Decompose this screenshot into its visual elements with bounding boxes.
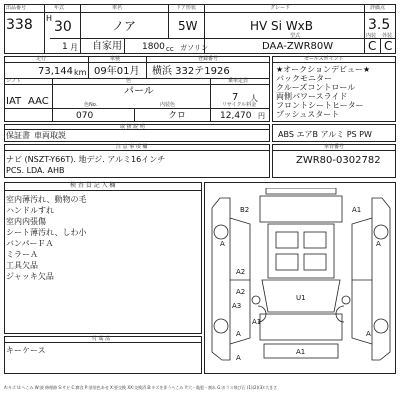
plate-label: 登録番号 (198, 56, 219, 62)
warranty: 保証書 (6, 131, 30, 140)
specs-divider (4, 62, 270, 63)
inspector-line: バンパーＦＡ (6, 239, 54, 248)
accessories-label: 付 属 品 (92, 336, 111, 342)
type-label: 型式 (290, 33, 301, 39)
capacity: 7 (232, 92, 239, 103)
right-rear-wheel (374, 225, 388, 239)
right-doors (352, 218, 372, 344)
accessories-divider (4, 342, 202, 343)
color: パール (124, 86, 154, 97)
year: 30 (54, 19, 72, 35)
grade: HV Si WxB (250, 19, 314, 33)
sales-point: プッシュスタート (276, 110, 340, 119)
manual: 車両取説 (34, 131, 66, 140)
plate: 横浜 332テ1926 (152, 66, 230, 77)
mark-U1: U1 (296, 294, 306, 302)
color-no: 070 (76, 111, 94, 121)
mark-A2-upper: A2 (236, 268, 246, 276)
rear-bumper (266, 188, 336, 194)
inspector-line: ジャッキ欠品 (6, 272, 54, 281)
inspector-line: 室内内張傷 (6, 217, 46, 226)
displacement-unit: cc (166, 45, 174, 53)
era: H (46, 14, 53, 23)
legend-footer: A:キズ U:へこみ W:波 修理跡 S:サビ C:腐食 P:塗装色あせ X:要交換 XX:交換済 B:キズを伴うへこみ Y:穴・亀裂・割れ G:ガラス飛び石 (1)(2)(3):大きさ (4, 385, 278, 390)
interior-color: クロ (168, 111, 187, 121)
right-side-outline (372, 198, 390, 360)
inspection: 09年01月 (94, 66, 140, 77)
sales-point: ★オークションデビュー★ (276, 65, 371, 74)
shift-label: シフト (6, 78, 22, 84)
left-mirror (252, 296, 260, 304)
specs-col (146, 56, 147, 78)
specs-col (134, 108, 135, 122)
inspector-divider (4, 190, 202, 191)
car-damage-diagram (206, 188, 396, 370)
notes-label: 注 意 事 項 欄 (116, 144, 148, 150)
mark-A2-lower: A2 (236, 288, 246, 296)
type-code: DAA-ZWR80W (262, 41, 334, 52)
left-rear-wheel (214, 225, 228, 239)
recycle-unit: 円 (258, 112, 265, 120)
capacity-unit: 人 (250, 94, 258, 103)
seat (276, 232, 298, 248)
header-col (44, 4, 45, 54)
lot-label: 出品番号 (6, 5, 27, 11)
mileage: 73,144 (38, 66, 73, 77)
seat (304, 232, 326, 248)
left-doors (230, 218, 250, 344)
chassis-label: 車台番号 (324, 144, 345, 150)
inspector-line: シート薄汚れ、しわ小 (6, 228, 87, 237)
sales-divider (272, 62, 396, 63)
inspector-line: ハンドルすれ (6, 206, 54, 215)
accessory-item: キーケース (6, 346, 46, 355)
sales-point: 両側パワースライド (276, 92, 348, 101)
year-label: 年式 (54, 5, 65, 11)
notes-line: PCS. LDA. AHB (6, 166, 65, 175)
displacement: 1800 (142, 42, 165, 52)
recycle-label: リサイクル料金 (222, 102, 257, 108)
inspector-line: 室内薄汚れ、動物の毛 (6, 195, 87, 204)
mileage-unit: km (74, 68, 87, 77)
mark-A1-front: A1 (252, 318, 262, 326)
month-unit: 月 (70, 43, 78, 52)
chassis-number: ZWR80-0302782 (296, 155, 381, 166)
mark-A-front-right: A (366, 330, 371, 338)
recycle-fee: 12,470 (220, 111, 252, 121)
mark-B2: B2 (240, 206, 250, 214)
ac: AAC (28, 96, 49, 107)
mark-A-left: A (220, 240, 225, 248)
rear-top (260, 196, 342, 222)
left-side-outline (212, 198, 230, 360)
mark-A1-top: A1 (352, 206, 362, 214)
sales-points-label: セールスポイント (304, 56, 344, 62)
interior-grade: C (368, 39, 377, 53)
mileage-label: 走行 (36, 56, 47, 62)
sales-point: クルーズコントロール (276, 83, 356, 92)
specs-col (52, 78, 53, 122)
color-no-label: 色No. (84, 102, 98, 108)
model-label: 車名 (112, 5, 123, 11)
inspector-line: 工具欠品 (6, 261, 38, 270)
interior-label: 内装 (366, 33, 377, 39)
score: 3.5 (368, 17, 391, 33)
exterior-label: 外装 (382, 33, 393, 39)
header-divider (4, 12, 396, 13)
mark-A-right: A (376, 240, 381, 248)
capacity-label: 乗車定員 (228, 78, 249, 84)
equipment: ABS エアB アルミ PS PW (278, 130, 372, 139)
usage: 自家用 (92, 41, 122, 52)
month: 1 (62, 42, 68, 52)
grade-label: グレード (270, 5, 291, 11)
header-col (168, 4, 169, 38)
header-col (380, 38, 381, 54)
mark-A-front-left: A (236, 330, 241, 338)
seat (276, 254, 298, 270)
hood (260, 314, 342, 340)
door: 5W (178, 19, 198, 33)
score-label: 評価点 (370, 5, 386, 11)
header-col (80, 4, 81, 54)
mark-A-bottom-left: A (236, 354, 241, 362)
model-name: ノア (112, 19, 137, 33)
specs-divider (4, 108, 270, 109)
lot-number: 338 (6, 17, 33, 33)
header-col (124, 38, 125, 54)
specs-col (88, 56, 89, 78)
color-label: 色 (126, 78, 132, 84)
door-label: ドア形状 (176, 5, 196, 11)
mark-A1-bottom: A1 (296, 348, 306, 356)
mark-A3: A3 (232, 302, 242, 310)
transmission: IAT (6, 96, 22, 107)
right-front-wheel (374, 319, 388, 333)
chassis-divider (272, 150, 396, 151)
exterior-grade: C (384, 39, 393, 53)
fuel: ガソリン (180, 44, 208, 52)
inspector-label: 検 査 員 記 入 欄 (70, 182, 116, 189)
inspection-label: 車検 (110, 56, 121, 62)
right-mirror (342, 296, 350, 304)
seat (304, 254, 326, 270)
header-divider-2 (50, 38, 396, 39)
header-col (364, 4, 365, 54)
notes-line: ナビ (NSZT-Y66T). 地デジ. アルミ16インチ (6, 155, 166, 164)
left-front-wheel (214, 319, 228, 333)
inspector-line: ミラーＡ (6, 250, 38, 259)
specs-divider (4, 84, 270, 85)
specs-col (210, 78, 211, 122)
interior-color-label: 内装色 (160, 102, 176, 108)
sales-point: フロントシートヒーター (276, 101, 364, 110)
sales-point: バックモニター (276, 74, 332, 83)
docs-label: 取 扱 説 明 (120, 124, 145, 130)
notes-divider (4, 150, 270, 151)
